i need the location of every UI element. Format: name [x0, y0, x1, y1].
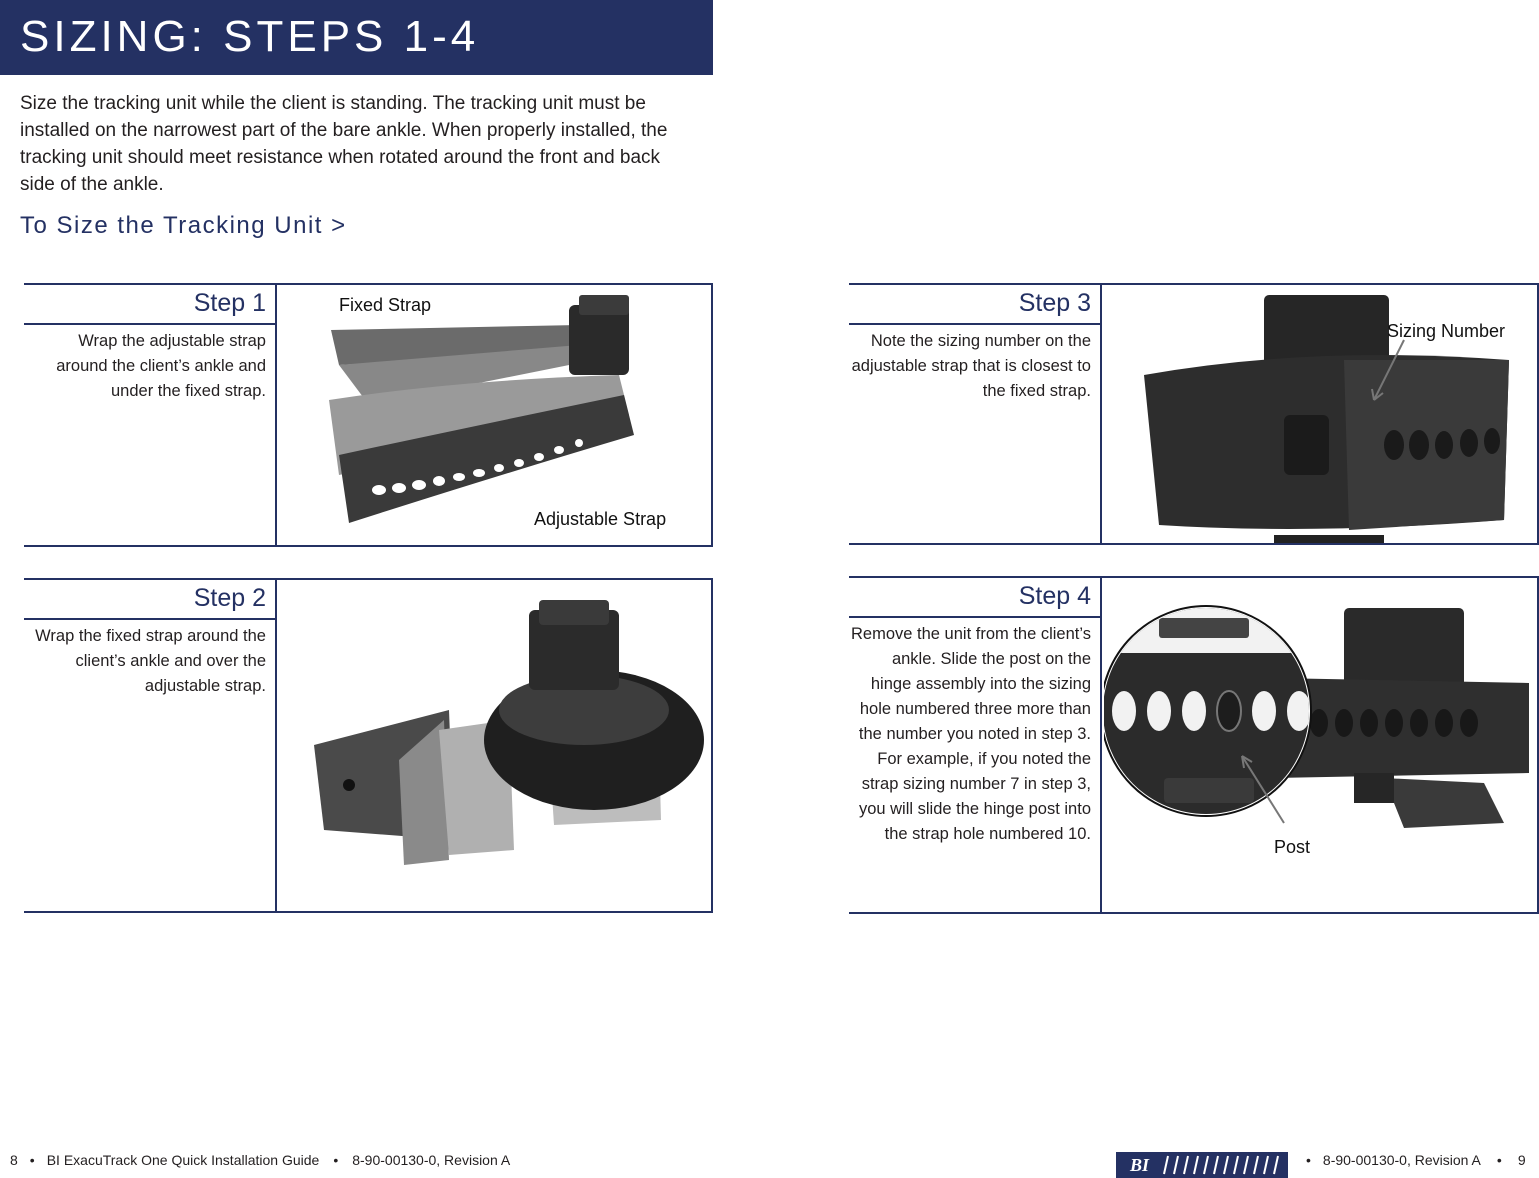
bi-logo [1116, 1152, 1288, 1178]
step-2-photo [279, 580, 711, 911]
step-3-label: Step 3 [1018, 289, 1091, 317]
intro-paragraph: Size the tracking unit while the client is standing. The tracking unit must be installed on the narrowest part of the bare ankle. When properly installed, the tracking unit should meet resistance when rotated around the front and back side of the ankle. [20, 93, 668, 195]
step-3-panel [849, 283, 1539, 545]
step-3-text-column [849, 285, 1102, 543]
footer-bullet: • [333, 1152, 339, 1168]
page-title: SIZING: STEPS 1-4 [20, 12, 480, 61]
step-2-edge [711, 580, 713, 911]
title-bar [0, 0, 713, 75]
step-1-text-column [24, 285, 277, 545]
footer-left [10, 1152, 510, 1168]
step-1-label: Step 1 [193, 289, 266, 317]
step-3-rule [849, 323, 1100, 325]
strap-unwrapped-illustration [279, 285, 711, 545]
step-2-rule [24, 618, 275, 620]
footer-guide-title: BI ExacuTrack One Quick Installation Guide [46, 1152, 320, 1168]
section-subheading: To Size the Tracking Unit > [20, 212, 347, 239]
bi-logo-icon [1116, 1152, 1288, 1178]
callout-adjustable-strap: Adjustable Strap [534, 509, 667, 529]
hinge-post-illustration [1104, 578, 1537, 912]
step-4-label: Step 4 [1018, 582, 1091, 610]
step-2-label: Step 2 [193, 584, 266, 612]
footer-right [1302, 1152, 1526, 1168]
callout-post: Post [1274, 837, 1311, 857]
step-2-description: Wrap the fixed strap around the client’s ankle and over the adjustable strap. [35, 627, 266, 695]
footer-left-page-number: 8 [10, 1152, 18, 1168]
step-4-description: Remove the unit from the client’s ankle. Slide the post on the hinge assembly into the sizing hole numbered three more than the number you noted in step 3. For example, if you noted the strap sizing number 7 in step 3, you will slide the hinge post into the strap hole numbered 10. [851, 625, 1091, 843]
footer-bullet: • [1496, 1152, 1502, 1168]
step-3-description: Note the sizing number on the adjustable strap that is closest to the fixed strap. [851, 332, 1091, 400]
step-1-edge [711, 285, 713, 545]
step-1-rule [24, 323, 275, 325]
step-2-text-column [24, 580, 277, 911]
callout-fixed-strap: Fixed Strap [339, 295, 432, 315]
step-1-description: Wrap the adjustable strap around the client’s ankle and under the fixed strap. [56, 332, 266, 400]
bi-logo-text: BI [1130, 1155, 1150, 1175]
footer-left-doc-number: 8-90-00130-0, Revision A [352, 1152, 511, 1168]
step-4-panel [849, 576, 1539, 914]
callout-sizing-number: Sizing Number [1387, 321, 1506, 341]
footer-right-page-number: 9 [1517, 1152, 1526, 1168]
footer-right-doc-number: 8-90-00130-0, Revision A [1322, 1152, 1481, 1168]
step-4-text-column [849, 578, 1102, 912]
footer-bullet: • [29, 1152, 35, 1168]
strap-wrapped-illustration [279, 580, 711, 911]
step-4-rule [849, 616, 1100, 618]
footer-bullet: • [1306, 1152, 1311, 1168]
step-3-photo [1104, 285, 1537, 543]
step-1-photo [279, 285, 711, 545]
step-1-panel [24, 283, 713, 547]
step-2-panel [24, 578, 713, 913]
step-4-photo [1104, 578, 1537, 912]
